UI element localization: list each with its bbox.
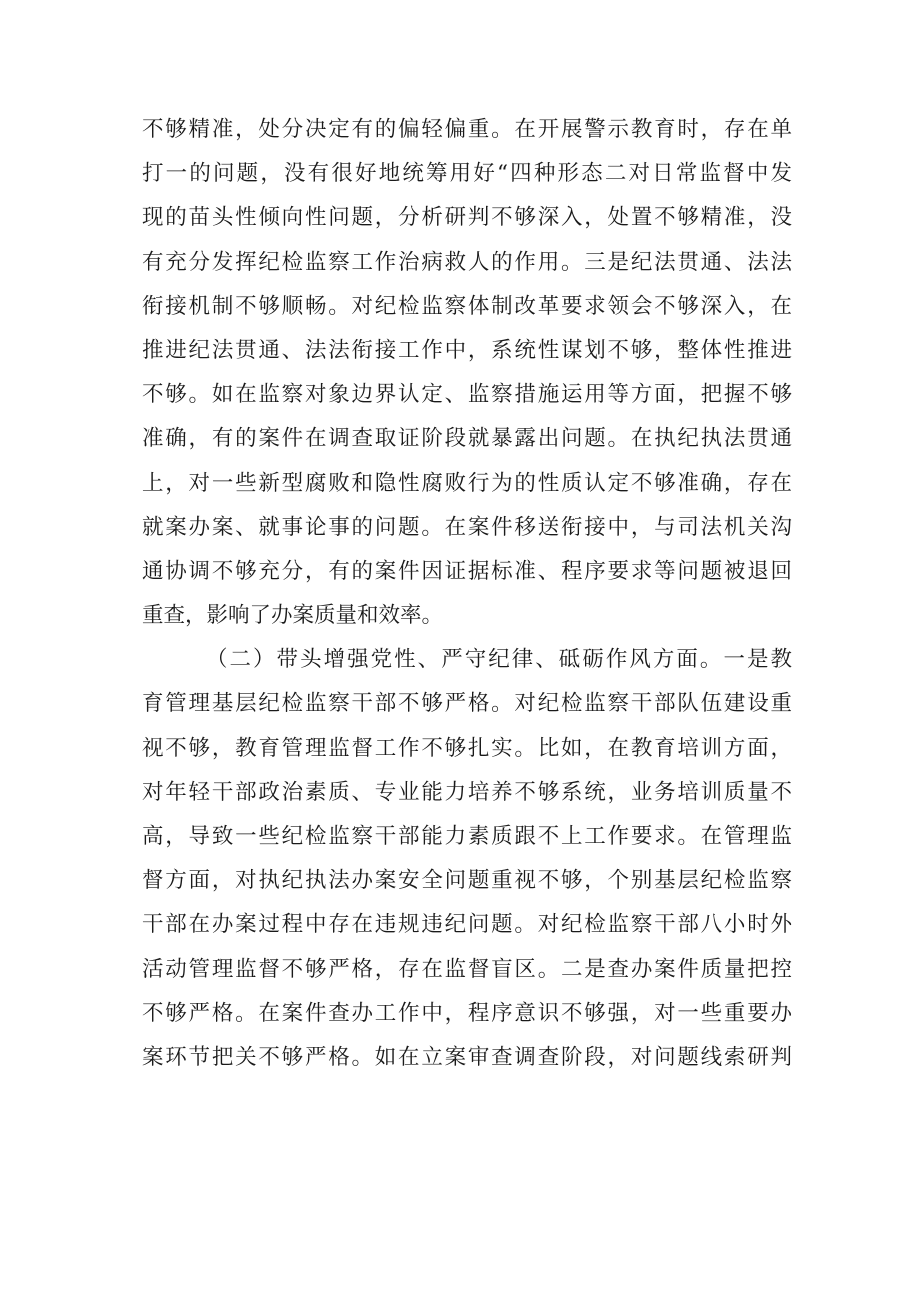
text-line: 不够精准，处分决定有的偏轻偏重。在开展警示教育时，存在单 — [142, 117, 792, 142]
text-line: 就案办案、就事论事的问题。在案件移送衔接中，与司法机关沟 — [142, 514, 792, 540]
text-line: 不够严格。在案件查办工作中，程序意识不够强，对一些重要办 — [142, 1000, 792, 1026]
text-line: 现的苗头性倾向性问题，分析研判不够深入，处置不够精准，没 — [142, 205, 792, 231]
text-line: 活动管理监督不够严格，存在监督盲区。二是查办案件质量把控 — [142, 956, 792, 982]
text-line: 案环节把关不够严格。如在立案审查调查阶段，对问题线索研判 — [142, 1044, 792, 1070]
text-line: 通协调不够充分，有的案件因证据标准、程序要求等问题被退回 — [142, 558, 792, 584]
text-line: 上，对一些新型腐败和隐性腐败行为的性质认定不够准确，存在 — [142, 470, 792, 496]
text-line: 干部在办案过程中存在违规违纪问题。对纪检监察干部八小时外 — [142, 912, 792, 938]
text-line: 不够。如在监察对象边界认定、监察措施运用等方面，把握不够 — [142, 382, 792, 408]
body-text — [142, 108, 792, 1080]
text-line: 有充分发挥纪检监察工作治病救人的作用。三是纪法贯通、法法 — [142, 249, 792, 275]
text-line: 视不够，教育管理监督工作不够扎实。比如，在教育培训方面， — [142, 735, 792, 761]
text-line: 督方面，对执纪执法办案安全问题重视不够，个别基层纪检监察 — [142, 868, 792, 894]
text-line: 育管理基层纪检监察干部不够严格。对纪检监察干部队伍建设重 — [142, 691, 792, 717]
text-line: 高，导致一些纪检监察干部能力素质跟不上工作要求。在管理监 — [142, 824, 792, 849]
text-line: 重查，影响了办案质量和效率。 — [142, 603, 444, 629]
text-line: 对年轻干部政治素质、专业能力培养不够系统，业务培训质量不 — [142, 779, 792, 805]
text-line: 衔接机制不够顺畅。对纪检监察体制改革要求领会不够深入，在 — [142, 293, 792, 319]
text-line: 准确，有的案件在调查取证阶段就暴露出问题。在执纪执法贯通 — [142, 426, 792, 452]
text-line: 推进纪法贯通、法法衔接工作中，系统性谋划不够，整体性推进 — [142, 337, 792, 363]
paragraph-heading-line: （二）带头增强党性、严守纪律、砥砺作风方面。一是教 — [206, 647, 792, 673]
text-line: 打一的问题，没有很好地统筹用好“四种形态二对日常监督中发 — [142, 161, 792, 187]
